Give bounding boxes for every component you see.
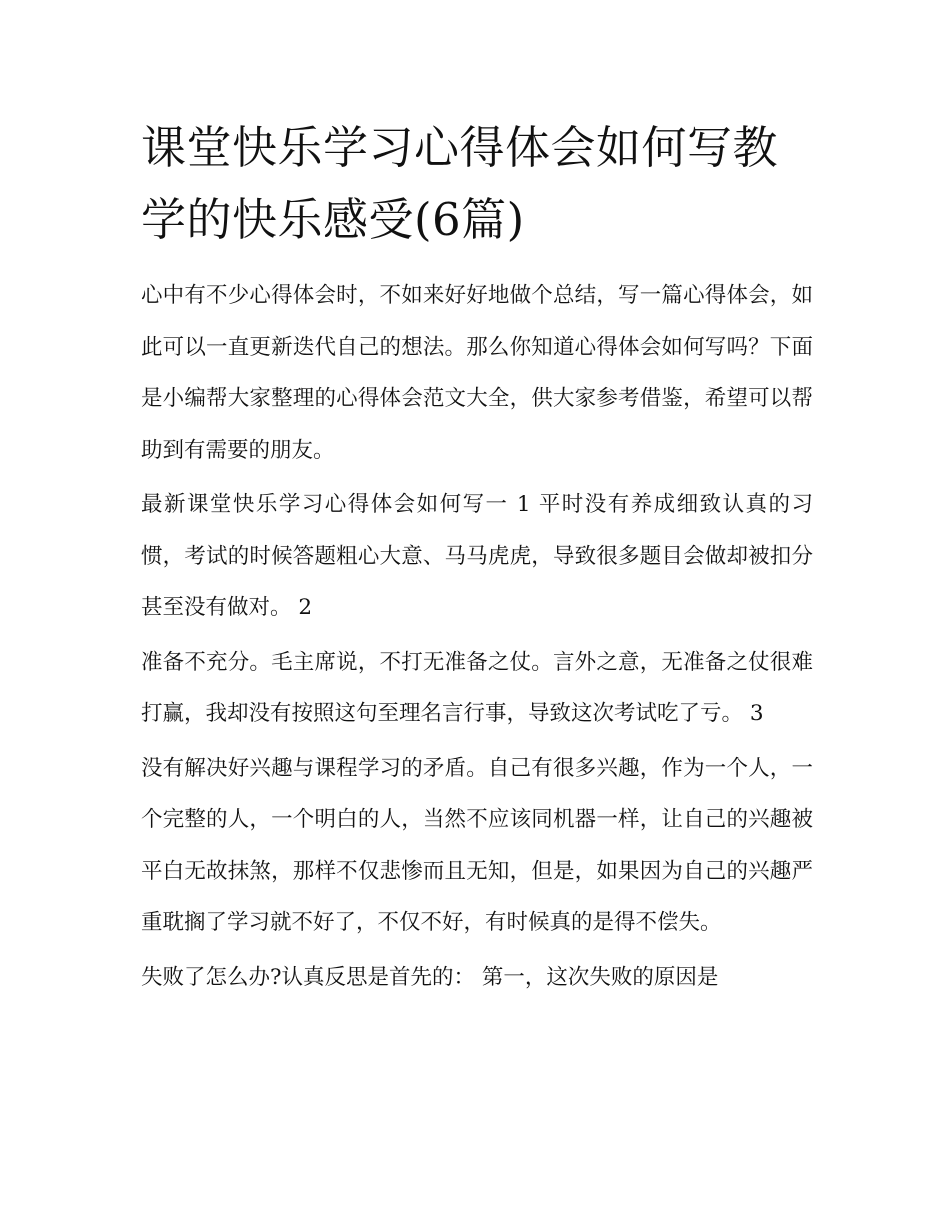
- paragraph-list: [141, 270, 821, 1003]
- paragraph-reflection: 失败了怎么办?认真反思是首先的： 第一，这次失败的原因是: [141, 964, 719, 990]
- paragraph-point-3: 没有解决好兴趣与课程学习的矛盾。自己有很多兴趣，作为一个人，一个完整的人，一个明白的人，当然不应该同机器一样，让自己的兴趣被平白无故抹煞，那样不仅悲惨而且无知，但是，如果因为自己的兴趣严重耽搁了学习就不好了，不仅不好，有时候真的是得不偿失。: [141, 755, 813, 935]
- document-title: 课堂快乐学习心得体会如何写教学的快乐感受(6篇): [141, 121, 779, 246]
- paragraph-point-1: 最新课堂快乐学习心得体会如何写一 1 平时没有养成细致认真的习惯，考试的时候答题粗心大意、马马虎虎，导致很多题目会做却被扣分甚至没有做对。 2: [141, 492, 813, 620]
- paragraph-intro: 心中有不少心得体会时，不如来好好地做个总结，写一篇心得体会，如此可以一直更新迭代自己的想法。那么你知道心得体会如何写吗？下面是小编帮大家整理的心得体会范文大全，供大家参考借鉴，希望可以帮助到有需要的朋友。: [141, 283, 813, 463]
- document-body: [141, 112, 821, 1003]
- paragraph-point-2: 准备不充分。毛主席说，不打无准备之仗。言外之意，无准备之仗很难打赢，我却没有按照这句至理名言行事，导致这次考试吃了亏。 3: [141, 649, 813, 726]
